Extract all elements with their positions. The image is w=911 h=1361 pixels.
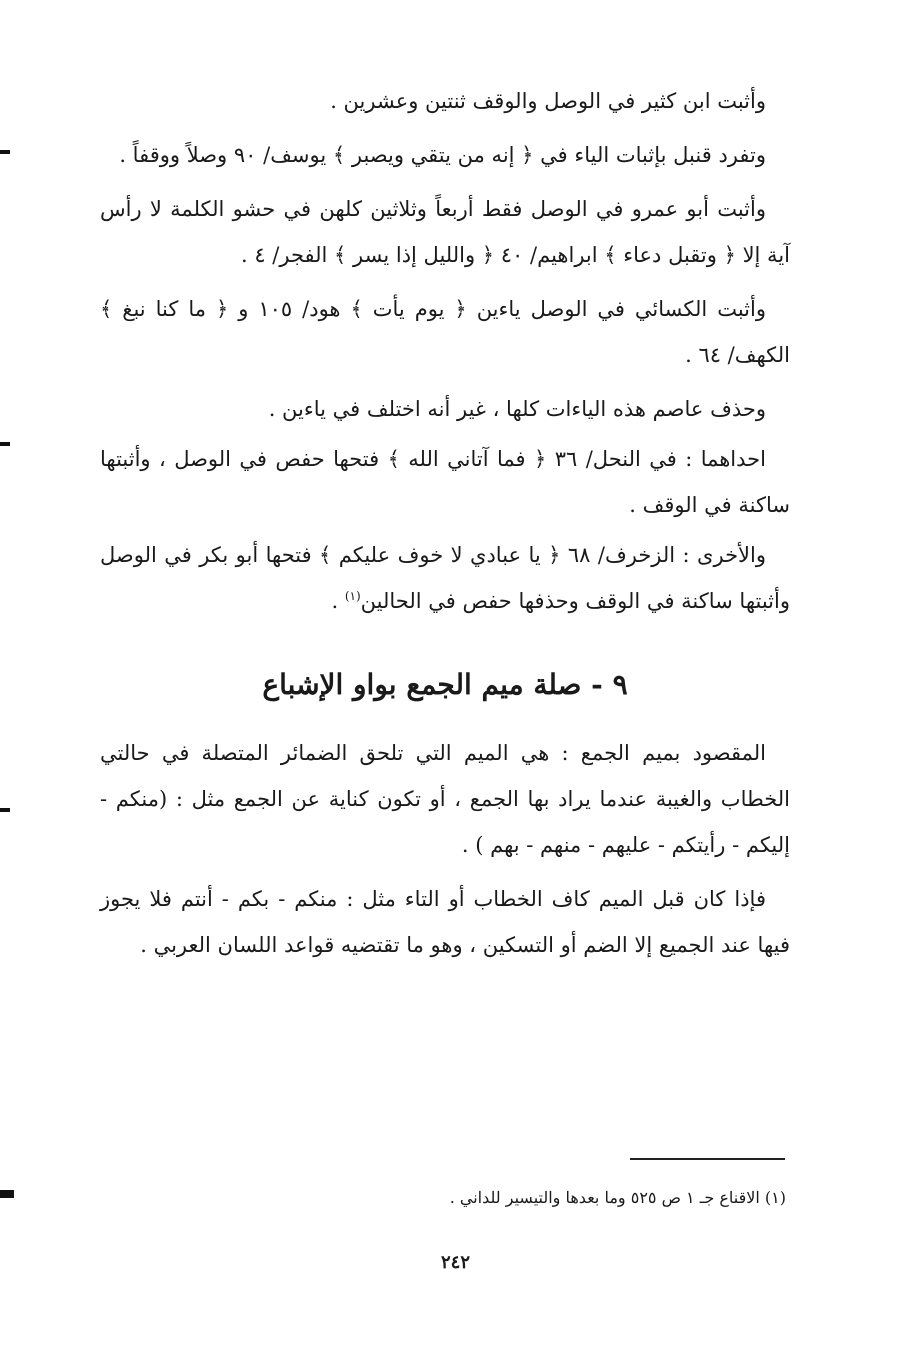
paragraph-with-footnote — [100, 532, 790, 624]
paragraph: وتفرد قنبل بإثبات الياء في ﴿ إنه من يتقي ويصبر ﴾ يوسف/ ٩٠ وصلاً ووقفاً . — [119, 143, 766, 167]
margin-mark — [0, 1190, 14, 1198]
margin-mark — [0, 808, 10, 812]
paragraph: وأثبت الكسائي في الوصل ياءين ﴿ يوم يأت ﴾ هود/ ١٠٥ و ﴿ ما كنا نبغ ﴾ الكهف/ ٦٤ . — [100, 297, 790, 367]
page-number: ٢٤٢ — [440, 1252, 470, 1273]
margin-mark — [0, 442, 10, 446]
paragraph: وحذف عاصم هذه الياءات كلها ، غير أنه اختلف في ياءين . — [268, 397, 766, 421]
footnote: (١) الاقناع جـ ١ ص ٥٢٥ وما بعدها والتيسير للداني . — [449, 1188, 786, 1207]
section-heading: ٩ - صلة ميم الجمع بواو الإشباع — [262, 668, 628, 701]
paragraph: وأثبت أبو عمرو في الوصل فقط أربعاً وثلاثين كلهن في حشو الكلمة لا رأس آية إلا ﴿ وتقبل دعاء ﴾ ابراهيم/ ٤٠ ﴿ والليل إذا يسر ﴾ الفجر/ ٤ . — [100, 197, 790, 267]
paragraph-end: . — [331, 589, 345, 613]
paragraph: فإذا كان قبل الميم كاف الخطاب أو التاء مثل : منكم - بكم - أنتم فلا يجوز فيها عند الجميع إلا الضم أو التسكين ، وهو ما تقتضيه قواعد اللسان العربي . — [100, 887, 790, 957]
footnote-divider — [630, 1158, 785, 1160]
page-body — [100, 78, 790, 976]
paragraph: وأثبت ابن كثير في الوصل والوقف ثنتين وعشرين . — [330, 89, 766, 113]
paragraph: المقصود بميم الجمع : هي الميم التي تلحق الضمائر المتصلة في حالتي الخطاب والغيبة عندما يراد بها الجمع ، أو تكون كناية عن الجمع مثل : (منكم - إليكم - رأيتكم - عليهم - منهم - بهم ) . — [100, 741, 790, 857]
margin-mark — [0, 150, 10, 154]
paragraph-text: والأخرى : الزخرف/ ٦٨ ﴿ يا عبادي لا خوف عليكم ﴾ فتحها أبو بكر في الوصل وأثبتها ساكنة في الوقف وحذفها حفص في الحالين — [100, 543, 790, 613]
footnote-marker: (١) — [344, 589, 361, 603]
paragraph: احداهما : في النحل/ ٣٦ ﴿ فما آتاني الله ﴾ فتحها حفص في الوصل ، وأثبتها ساكنة في الوقف . — [100, 447, 790, 517]
